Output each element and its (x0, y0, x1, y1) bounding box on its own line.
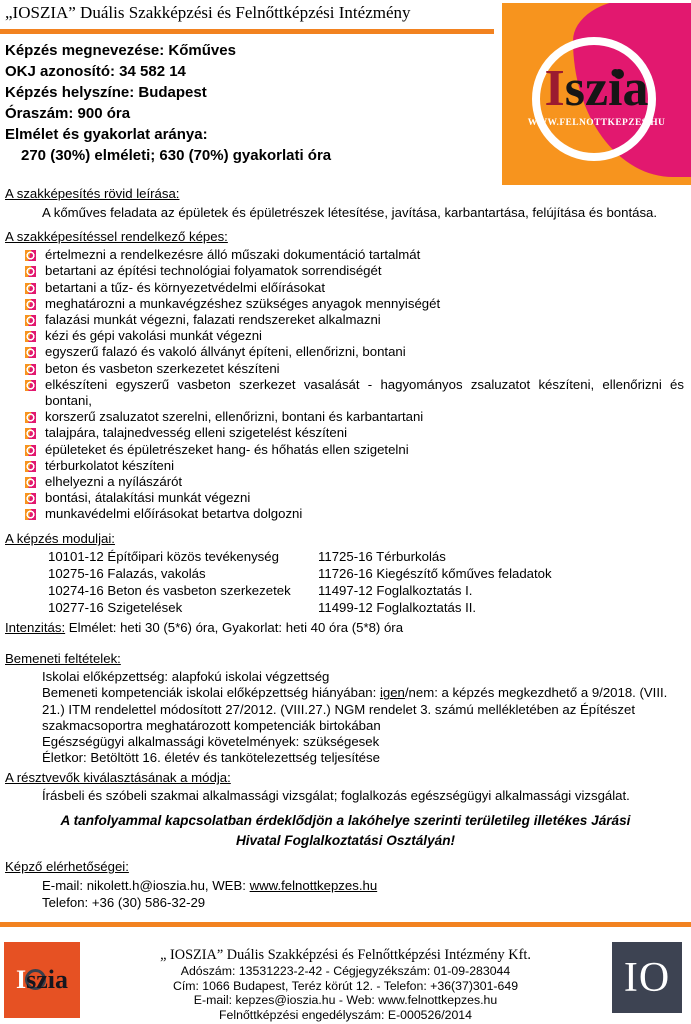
capabilities-list (5, 247, 686, 522)
list-item-text: betartani a tűz- és környezetvédelmi előírásokat (45, 279, 326, 295)
course-info-line: 270 (30%) elméleti; 630 (70%) gyakorlati óra (21, 147, 332, 164)
footer-company-details (88, 964, 603, 1022)
list-item (5, 247, 686, 263)
list-item-text: elkészíteni egyszerű vasbeton szerkezet vasalását - hagyományos zsaluzatot készíteni, ellenőrizni és bontani, (45, 376, 684, 409)
section-heading: A szakképesítés rövid leírása: (5, 186, 180, 201)
list-item (5, 458, 686, 474)
bullet-icon (25, 331, 36, 342)
entry-line-schooling: Iskolai előképzettség: alapfokú iskolai végzettség (42, 669, 330, 685)
module-item: 10101-12 Építőipari közös tevékenység (48, 549, 279, 565)
ioszia-logo (502, 3, 691, 185)
footer-detail-line: E-mail: kepzes@ioszia.hu - Web: www.felnottkepzes.hu (193, 993, 498, 1008)
list-item (5, 506, 686, 522)
logo-wordmark (502, 60, 691, 117)
intensity-label: Intenzitás: (5, 620, 66, 635)
list-item-text: kézi és gépi vakolási munkát végezni (45, 328, 262, 344)
list-item (5, 328, 686, 344)
list-item-text: beton és vasbeton szerkezetet készíteni (45, 360, 280, 376)
footer (0, 940, 691, 1024)
course-info-line: OKJ azonosító: 34 582 14 (5, 63, 186, 80)
list-item-text: egyszerű falazó és vakoló állványt építeni, ellenőrizni, bontani (45, 344, 406, 360)
section-short-description (5, 186, 686, 221)
bullet-icon (25, 428, 36, 439)
entry-competency-post: /nem: a képzés megkezdhető a 9/2018. (VIII. 21.) ITM rendelettel módosított 27/2012. (VIII.27.) NGM rendelet 3. számú mellékletében az Építészet szakmacsoportra meghatározott kompetenciák birtokában (42, 685, 668, 733)
bullet-icon (25, 380, 36, 391)
bullet-icon (25, 315, 36, 326)
course-info-line: Elmélet és gyakorlat aránya: (5, 126, 208, 143)
footer-company-name: „ IOSZIA” Duális Szakképzési és Felnőttképzési Intézmény Kft. (160, 947, 531, 963)
list-item (5, 490, 686, 506)
list-item-text: falazási munkát végezni, falazati rendszereket alkalmazni (45, 312, 381, 328)
section-body: A kőműves feladata az épületek és épületrészek létesítése, javítása, karbantartása, felújítása és bontása. (42, 205, 658, 221)
list-item (5, 280, 686, 296)
footer-detail-line: Felnőttképzési engedélyszám: E-000526/2014 (219, 1007, 472, 1022)
ioszia-footer-logo (4, 942, 80, 1018)
entry-body (5, 669, 686, 766)
footer-company-block (88, 947, 603, 1022)
bullet-icon (25, 299, 36, 310)
website-link[interactable]: www.felnottkepzes.hu (249, 878, 378, 894)
logo-letters-szia: szia (564, 60, 649, 117)
module-item: 10277-16 Szigetelések (48, 599, 183, 615)
section-heading: A résztvevők kiválasztásának a módja: (5, 770, 231, 785)
list-item-text: értelmezni a rendelkezésre álló műszaki dokumentáció tartalmát (45, 247, 421, 263)
contact-phone-line: Telefon: +36 (30) 586-32-29 (42, 895, 206, 911)
bullet-icon (25, 347, 36, 358)
entry-competency-pre: Bemeneti kompetenciák iskolai előképzettség hiányában: (42, 685, 380, 701)
logo-url-text: WWW.FELNOTTKEPZES.HU (527, 118, 666, 128)
list-item (5, 409, 686, 425)
section-heading: Bemeneti feltételek: (5, 651, 121, 666)
list-item (5, 425, 686, 441)
course-info-line: Képzés megnevezése: Kőműves (5, 42, 236, 59)
list-item (5, 361, 686, 377)
bullet-icon (25, 283, 36, 294)
page-title: „IOSZIA” Duális Szakképzési és Felnőttképzési Intézmény (5, 3, 411, 22)
bullet-icon (25, 266, 36, 277)
list-item-text: talajpára, talajnedvesség elleni szigetelést készíteni (45, 425, 348, 441)
footer-detail-line: Cím: 1066 Budapest, Teréz körút 12. - Telefon: +36(37)301-649 (172, 978, 519, 993)
modules-column-left (48, 549, 318, 616)
bullet-icon (25, 461, 36, 472)
course-info-block (5, 40, 485, 166)
bullet-icon (25, 412, 36, 423)
bullet-icon (25, 364, 36, 375)
modules-column-right (318, 549, 686, 616)
module-item: 11725-16 Térburkolás (318, 549, 446, 565)
bullet-icon (25, 445, 36, 456)
footer-detail-line: Adószám: 13531223-2-42 - Cégjegyzékszám: 01-09-283044 (180, 964, 511, 978)
list-item (5, 296, 686, 312)
section-entry-requirements (5, 651, 686, 766)
entry-line-health: Egészségügyi alkalmassági követelmények: szükségesek (42, 734, 380, 750)
footer-logo-letter-i: I (15, 965, 27, 994)
bullet-icon (25, 509, 36, 520)
course-info-line: Óraszám: 900 óra (5, 105, 131, 122)
entry-competency-yes: igen (379, 685, 405, 701)
section-heading: A szakképesítéssel rendelkező képes: (5, 229, 228, 244)
list-item-text: elhelyezni a nyílászárót (45, 474, 183, 490)
module-item: 11499-12 Foglalkoztatás II. (318, 599, 477, 615)
module-item: 11497-12 Foglalkoztatás I. (318, 582, 473, 598)
list-item-text: munkavédelmi előírásokat betartva dolgozni (45, 506, 303, 522)
bullet-icon (25, 493, 36, 504)
section-capabilities (5, 229, 686, 523)
course-notice: A tanfolyammal kapcsolatban érdeklődjön a lakóhelye szerinti területileg illetékes Járási Hivatal Foglalkoztatási Osztályán! (60, 813, 631, 848)
list-item-text: meghatározni a munkavégzéshez szükséges anyagok mennyiségét (45, 295, 441, 311)
io-footer-logo: IO (612, 942, 682, 1013)
list-item-text: korszerű zsaluzatot szerelni, ellenőrizni, bontani és karbantartani (45, 409, 424, 425)
section-selection-method (5, 770, 686, 804)
contact-lines (5, 877, 686, 911)
list-item-text: betartani az építési technológiai folyamatok sorrendiségét (45, 263, 382, 279)
list-item (5, 312, 686, 328)
section-modules (5, 531, 686, 616)
modules-columns (5, 549, 686, 616)
list-item (5, 377, 686, 409)
entry-line-age: Életkor: Betöltött 16. életév és tankötelezettség teljesítése (42, 750, 380, 766)
list-item-text: térburkolatot készíteni (45, 457, 175, 473)
footer-logo-letters: szia (26, 965, 68, 994)
module-item: 10274-16 Beton és vasbeton szerkezetek (48, 582, 291, 598)
list-item-text: bontási, átalakítási munkát végezni (45, 490, 251, 506)
section-body: Írásbeli és szóbeli szakmai alkalmassági vizsgálat; foglalkozás egészségügyi alkalmassági vizsgálat. (42, 788, 630, 804)
course-info-line: Képzés helyszíne: Budapest (5, 84, 207, 101)
list-item (5, 474, 686, 490)
contact-email-line (42, 877, 686, 894)
bullet-icon (25, 250, 36, 261)
entry-line-competencies (42, 685, 678, 734)
intensity-line (5, 620, 403, 636)
footer-divider (0, 922, 691, 927)
list-item (5, 263, 686, 279)
list-item (5, 344, 686, 360)
module-item: 11726-16 Kiegészítő kőműves feladatok (318, 566, 552, 581)
bullet-icon (25, 477, 36, 488)
section-contact (5, 859, 686, 911)
section-heading: Képző elérhetőségei: (5, 859, 129, 874)
section-heading: A képzés moduljai: (5, 531, 115, 546)
list-item (5, 442, 686, 458)
module-item: 10275-16 Falazás, vakolás (48, 566, 206, 581)
contact-email-text: E-mail: nikolett.h@ioszia.hu, WEB: (42, 878, 250, 894)
header-divider (0, 29, 494, 34)
list-item-text: épületeket és épületrészeket hang- és hőhatás ellen szigetelni (45, 441, 409, 457)
intensity-text: Elmélet: heti 30 (5*6) óra, Gyakorlat: heti 40 óra (5*8) óra (65, 620, 404, 635)
logo-letter-i: I (544, 60, 565, 117)
